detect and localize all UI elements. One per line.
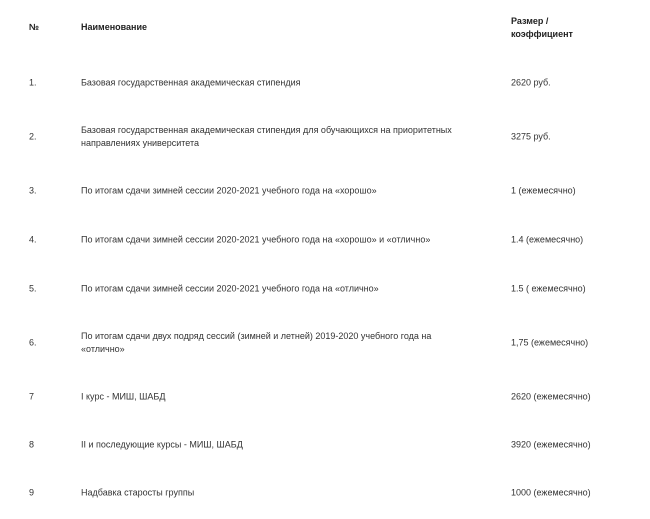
table-header (0, 0, 650, 60)
header-number: № (29, 22, 40, 32)
row-size: 3920 (ежемесячно) (511, 439, 591, 450)
row-number: 1. (29, 77, 37, 88)
row-size: 3275 руб. (511, 131, 551, 142)
row-name: По итогам сдачи зимней сессии 2020-2021 учебного года на «хорошо» и «отлично» (81, 234, 431, 245)
header-name: Наименование (81, 22, 148, 32)
row-number: 3. (29, 185, 37, 196)
row-number: 9 (29, 487, 35, 498)
header-size-line1: Размер / (511, 16, 549, 26)
row-name: I курс - МИШ, ШАБД (81, 391, 166, 402)
row-size: 1000 (ежемесячно) (511, 487, 591, 498)
row-name: По итогам сдачи зимней сессии 2020-2021 учебного года на «хорошо» (81, 185, 377, 196)
row-number: 8 (29, 439, 35, 450)
row-name: II и последующие курсы - МИШ, ШАБД (81, 439, 243, 450)
header-size (511, 15, 646, 41)
row-size: 2620 (ежемесячно) (511, 391, 591, 402)
row-number: 5. (29, 283, 37, 294)
row-size: 2620 руб. (511, 77, 551, 88)
row-size: 1.5 ( ежемесячно) (511, 283, 586, 294)
row-number: 2. (29, 131, 37, 142)
row-number: 7 (29, 391, 35, 402)
row-name: По итогам сдачи двух подряд сессий (зимней и летней) 2019-2020 учебного года на «отлично» (81, 331, 432, 354)
row-number: 6. (29, 337, 37, 348)
header-size-line2: коэффициент (511, 29, 573, 39)
row-number: 4. (29, 234, 37, 245)
row-size: 1,75 (ежемесячно) (511, 337, 589, 348)
row-name: По итогам сдачи зимней сессии 2020-2021 учебного года на «отлично» (81, 283, 379, 294)
row-size: 1.4 (ежемесячно) (511, 234, 584, 245)
row-name: Надбавка старосты группы (81, 487, 195, 498)
row-name: Базовая государственная академическая стипендия для обучающихся на приоритетных направлениях университета (81, 125, 452, 148)
row-size: 1 (ежемесячно) (511, 185, 576, 196)
row-name: Базовая государственная академическая стипендия (81, 77, 301, 88)
